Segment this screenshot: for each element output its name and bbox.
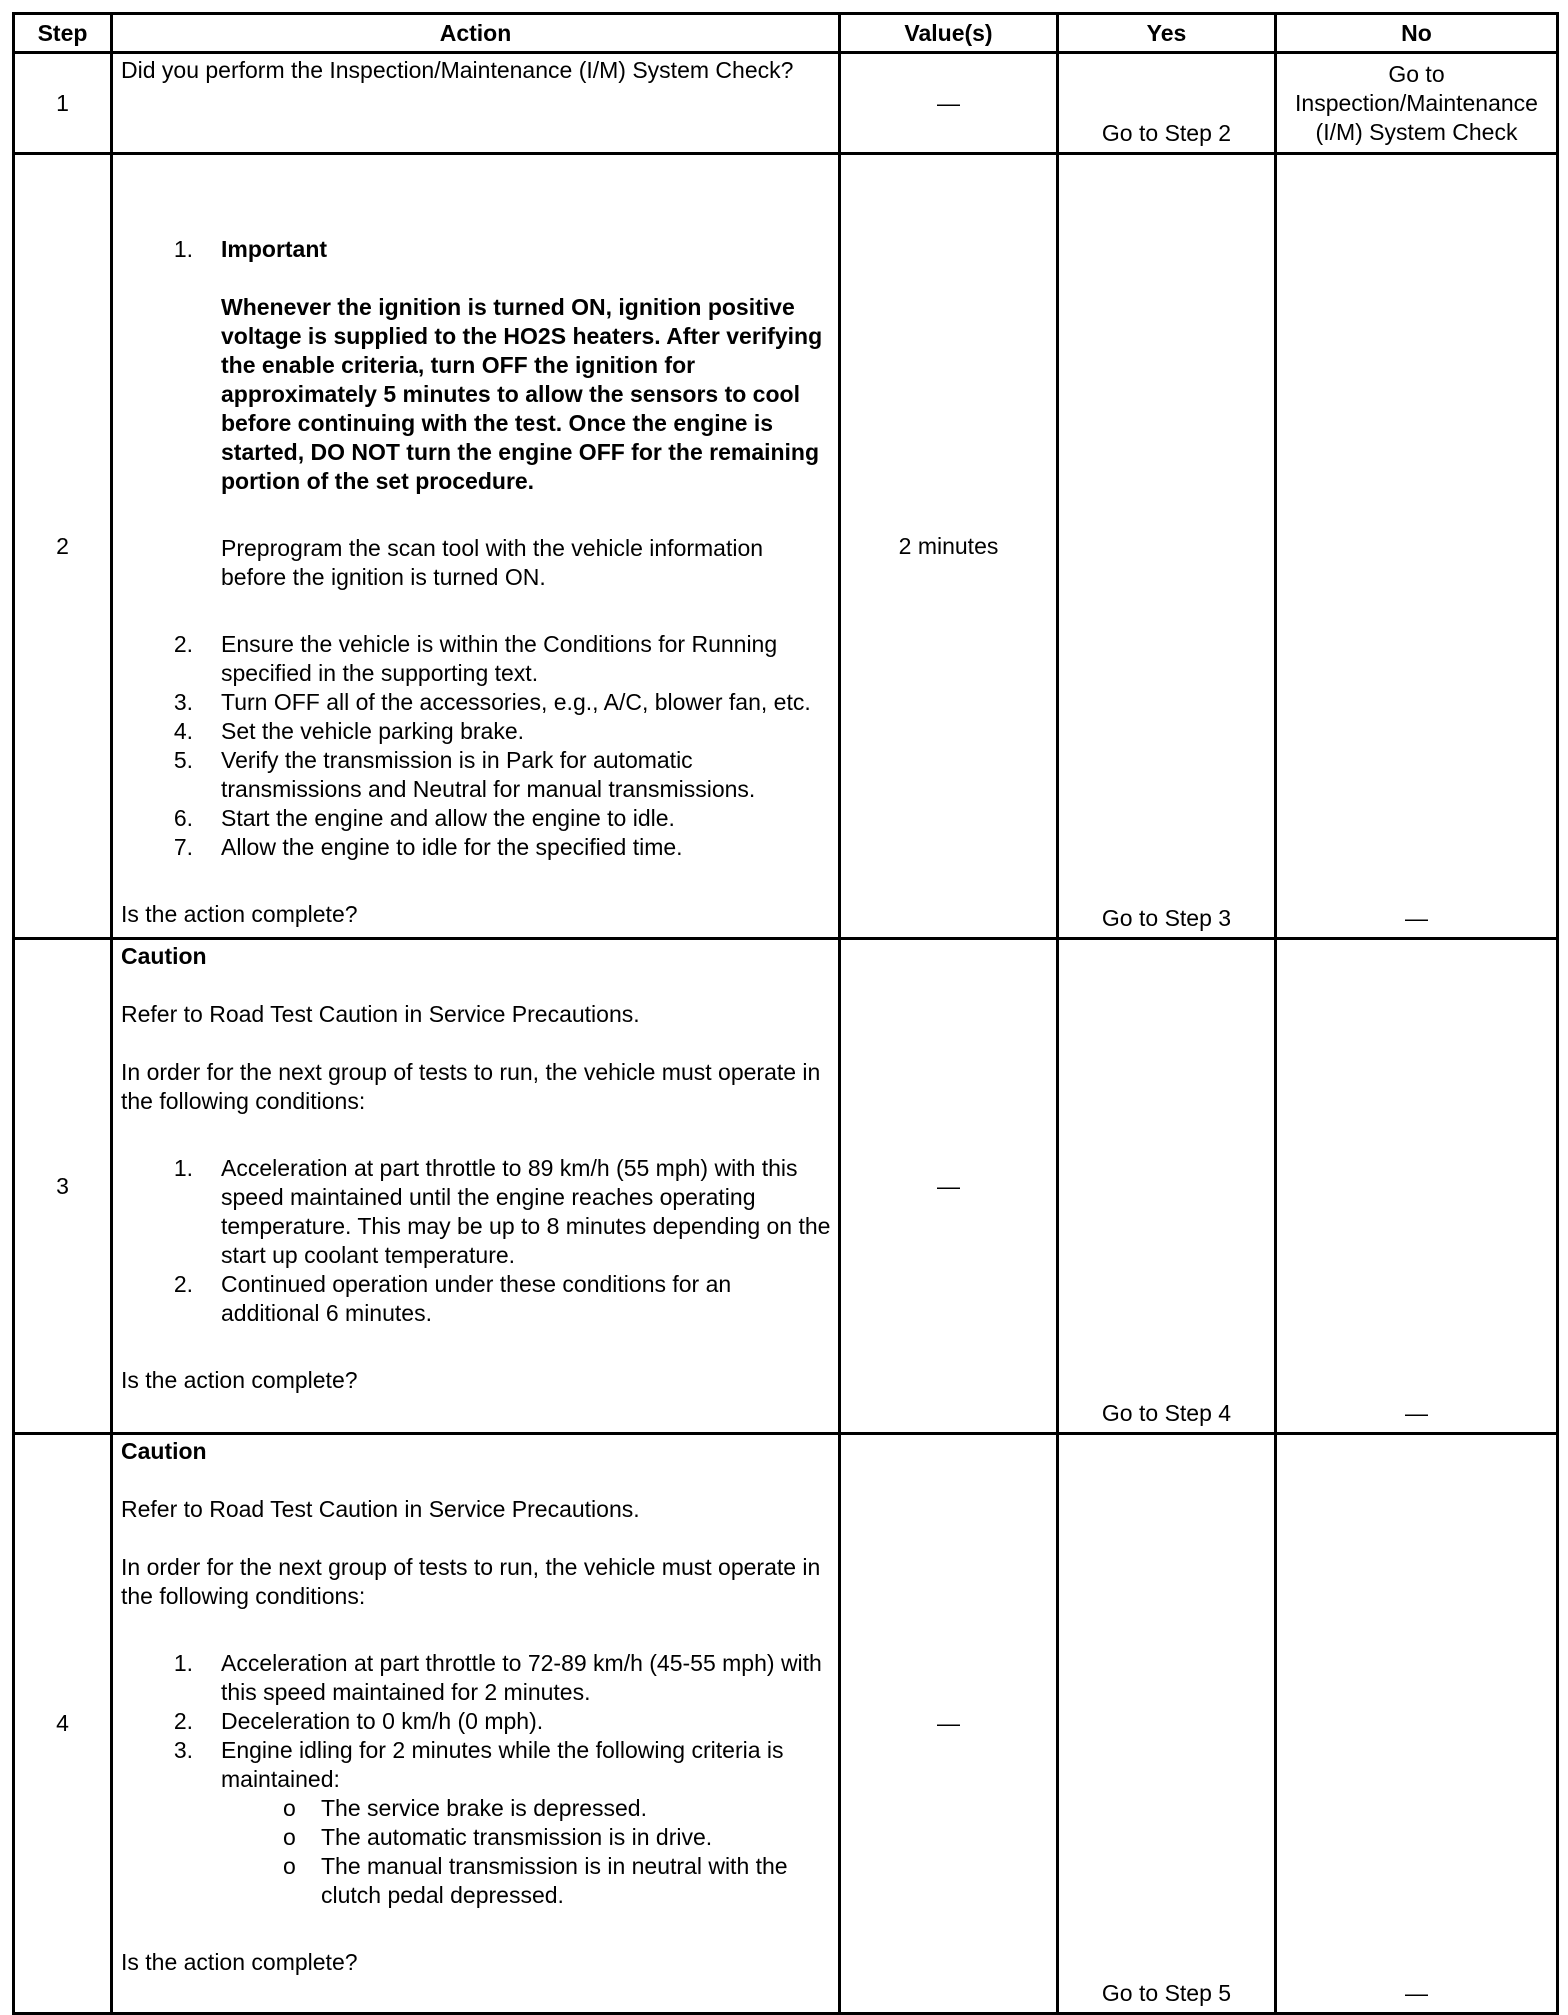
action-steps-list: [121, 1154, 832, 1328]
list-item: 2. Deceleration to 0 km/h (0 mph).: [173, 1708, 544, 1734]
value-cell: 2 minutes: [840, 154, 1058, 939]
list-item: 6. Start the engine and allow the engine to idle.: [173, 805, 675, 831]
action-steps-list: [121, 235, 832, 264]
refer-text: Refer to Road Test Caution in Service Precautions.: [121, 1496, 640, 1522]
action-question: Is the action complete?: [121, 1367, 358, 1393]
action-cell: [112, 1434, 840, 2014]
value-cell: —: [840, 53, 1058, 154]
yes-link[interactable]: Go to Step 2: [1058, 53, 1276, 154]
list-item: 3. Turn OFF all of the accessories, e.g., A/C, blower fan, etc.: [173, 689, 811, 715]
list-item: 2. Ensure the vehicle is within the Conditions for Running specified in the supporting text.: [173, 631, 778, 686]
step-number: 1: [14, 53, 112, 154]
list-item: o The service brake is depressed.: [283, 1795, 647, 1821]
important-text: Whenever the ignition is turned ON, ignition positive voltage is supplied to the HO2S heaters. After verifying the enable criteria, turn OFF the ignition for approximately 5 minutes to allow the sensors to cool before continuing with the test. Once the engine is started, DO NOT turn the engine OFF for the remaining portion of the set procedure.: [221, 294, 823, 494]
list-item: 1. Acceleration at part throttle to 89 km/h (55 mph) with this speed maintained until the engine reaches operating temperature. This may be up to 8 minutes depending on the start up coolant temperature.: [173, 1155, 831, 1268]
action-steps-list: [121, 1649, 832, 1794]
step-number: 2: [14, 154, 112, 939]
header-step: Step: [14, 14, 112, 53]
table-row-step-1: [14, 53, 1558, 154]
intro-text: In order for the next group of tests to run, the vehicle must operate in the following conditions:: [121, 1059, 821, 1114]
action-question: Is the action complete?: [121, 901, 358, 927]
intro-text: In order for the next group of tests to run, the vehicle must operate in the following conditions:: [121, 1554, 821, 1609]
header-no: No: [1276, 14, 1558, 53]
action-question: Is the action complete?: [121, 1949, 358, 1975]
list-item: 1. Important: [173, 236, 328, 262]
list-item: 4. Set the vehicle parking brake.: [173, 718, 525, 744]
action-cell: [112, 53, 840, 154]
criteria-list: [121, 1794, 832, 1910]
no-value: —: [1276, 154, 1558, 939]
list-item: 5. Verify the transmission is in Park for automatic transmissions and Neutral for manual transmissions.: [173, 747, 756, 802]
header-values: Value(s): [840, 14, 1058, 53]
header-yes: Yes: [1058, 14, 1276, 53]
action-steps-list: [121, 630, 832, 862]
step-number: 3: [14, 939, 112, 1434]
yes-link[interactable]: Go to Step 5: [1058, 1434, 1276, 2014]
header-action: Action: [112, 14, 840, 53]
preprogram-text: Preprogram the scan tool with the vehicle information before the ignition is turned ON.: [221, 535, 764, 590]
table-row-step-2: [14, 154, 1558, 939]
no-value: —: [1276, 939, 1558, 1434]
diagnostic-table: [12, 12, 1559, 2015]
yes-link[interactable]: Go to Step 4: [1058, 939, 1276, 1434]
table-row-step-4: [14, 1434, 1558, 2014]
no-link[interactable]: Go to Inspection/Maintenance (I/M) System Check: [1276, 53, 1558, 154]
action-cell: [112, 939, 840, 1434]
value-cell: —: [840, 1434, 1058, 2014]
caution-label: Caution: [121, 1438, 207, 1464]
list-item: o The manual transmission is in neutral with the clutch pedal depressed.: [283, 1853, 788, 1908]
header-row: [14, 14, 1558, 53]
value-cell: —: [840, 939, 1058, 1434]
no-value: —: [1276, 1434, 1558, 2014]
list-item: 7. Allow the engine to idle for the specified time.: [173, 834, 683, 860]
list-item: o The automatic transmission is in drive.: [283, 1824, 713, 1850]
list-item: 2. Continued operation under these conditions for an additional 6 minutes.: [173, 1271, 732, 1326]
list-item: 3. Engine idling for 2 minutes while the following criteria is maintained:: [173, 1737, 784, 1792]
action-question: Did you perform the Inspection/Maintenance (I/M) System Check?: [121, 57, 794, 83]
step-number: 4: [14, 1434, 112, 2014]
yes-link[interactable]: Go to Step 3: [1058, 154, 1276, 939]
refer-text: Refer to Road Test Caution in Service Precautions.: [121, 1001, 640, 1027]
list-item: 1. Acceleration at part throttle to 72-89 km/h (45-55 mph) with this speed maintained for 2 minutes.: [173, 1650, 822, 1705]
action-cell: [112, 154, 840, 939]
table-row-step-3: [14, 939, 1558, 1434]
caution-label: Caution: [121, 943, 207, 969]
